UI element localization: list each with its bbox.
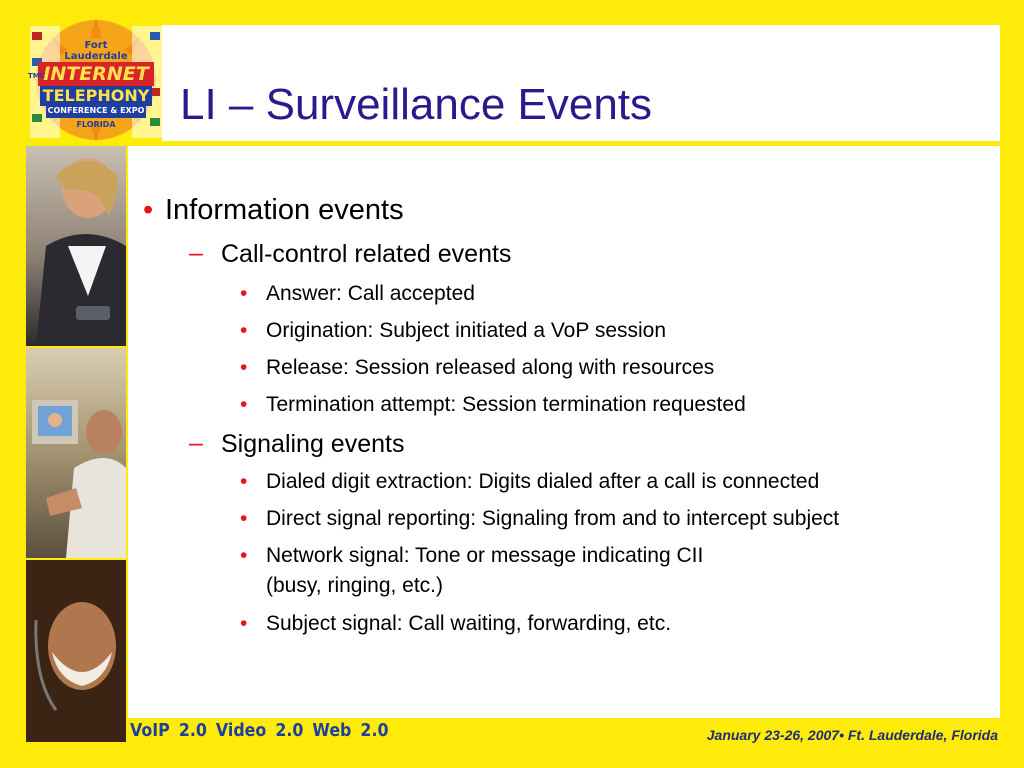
- list-item-text: Dialed digit extraction: Digits dialed after a call is connected: [266, 470, 820, 493]
- list-item-text: Subject signal: Call waiting, forwarding, etc.: [266, 612, 672, 635]
- photo-businesswoman: [26, 146, 126, 346]
- title-divider: [128, 142, 1000, 145]
- list-item: [240, 470, 820, 494]
- bullet-marker: •: [240, 393, 248, 416]
- footer-event-date-location: January 23-26, 2007• Ft. Lauderdale, Florida: [706, 727, 998, 743]
- photo-man-at-computer: [26, 348, 126, 558]
- list-item: [189, 429, 405, 459]
- list-item-text: Termination attempt: Session termination requested: [266, 393, 746, 416]
- list-item: [240, 282, 475, 306]
- bullet-marker: –: [189, 429, 203, 457]
- bullet-marker: •: [240, 356, 248, 379]
- list-item-text: Origination: Subject initiated a VoP session: [266, 319, 667, 342]
- photo-woman-with-headset: [26, 560, 126, 742]
- list-item-text: Direct signal reporting: Signaling from and to intercept subject: [266, 507, 840, 530]
- logo-line-fort: Fort: [84, 40, 108, 51]
- logo-line-florida: FLORIDA: [76, 120, 116, 129]
- bullet-marker: •: [240, 319, 248, 342]
- list-item: [240, 319, 667, 343]
- bullet-marker: –: [189, 239, 203, 267]
- bullet-marker: •: [240, 612, 248, 635]
- list-item-text: Information events: [165, 194, 404, 226]
- logo-line-lauderdale: Lauderdale: [64, 51, 128, 62]
- conference-logo: [24, 18, 168, 148]
- logo-line-telephony: TELEPHONY: [42, 86, 150, 105]
- list-item-text: Network signal: Tone or message indicating CII: [266, 544, 704, 567]
- list-item: [240, 393, 746, 417]
- list-item: [143, 194, 404, 227]
- slide-title: LI – Surveillance Events: [180, 80, 653, 129]
- bullet-marker: •: [240, 282, 248, 305]
- logo-line-conference: CONFERENCE & EXPO: [47, 106, 145, 115]
- bullet-marker: •: [240, 544, 248, 567]
- bullet-marker: •: [240, 470, 248, 493]
- list-item-text: Answer: Call accepted: [266, 282, 475, 305]
- list-item: [240, 612, 672, 636]
- list-item: [240, 356, 715, 380]
- list-item-text: Call-control related events: [221, 240, 512, 268]
- logo-line-internet: INTERNET: [43, 63, 149, 85]
- list-item-text: (busy, ringing, etc.): [266, 574, 444, 597]
- list-item-text: Release: Session released along with resources: [266, 356, 715, 379]
- list-item-continuation: [266, 574, 443, 598]
- list-item: [240, 507, 840, 531]
- list-item-text: Signaling events: [221, 430, 405, 458]
- bullet-marker: •: [143, 194, 154, 226]
- bullet-marker: •: [240, 507, 248, 530]
- list-item: [240, 544, 704, 568]
- footer-tagline: VoIP 2.0 Video 2.0 Web 2.0: [130, 720, 389, 741]
- list-item: [189, 239, 512, 269]
- logo-tag: TMC: [28, 72, 45, 80]
